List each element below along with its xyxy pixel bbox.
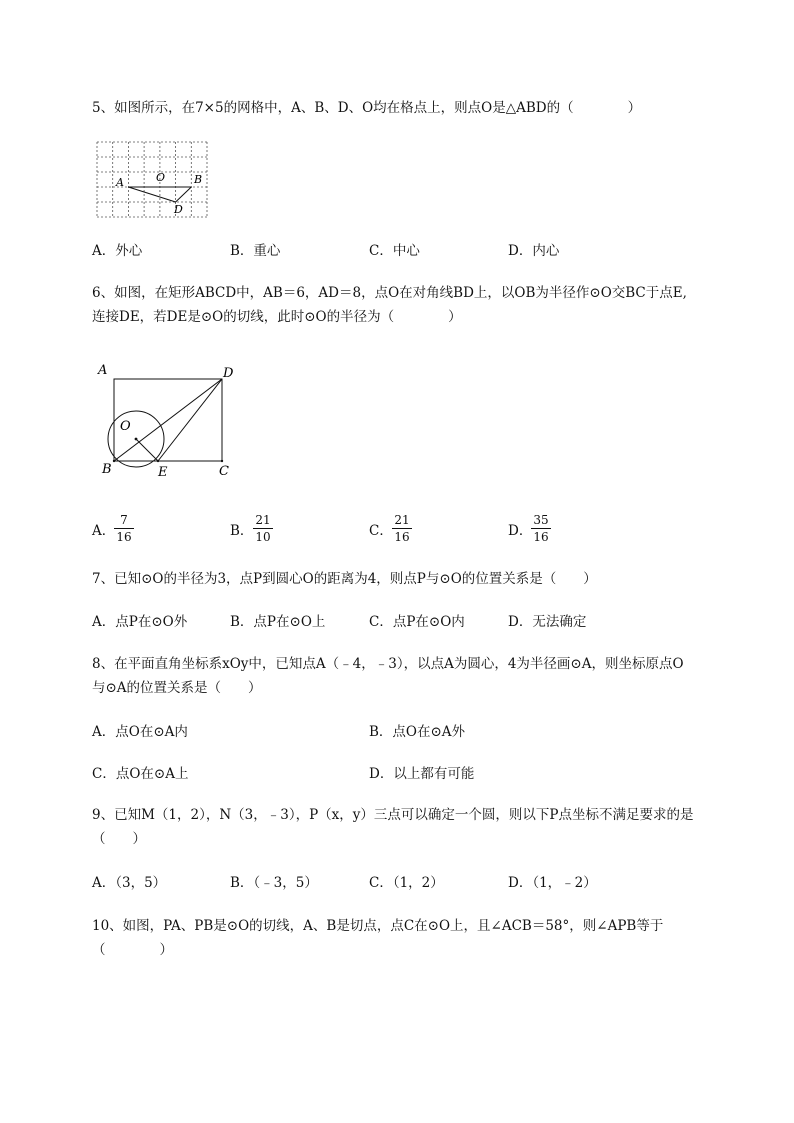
- segment-ad: [128, 187, 175, 202]
- label-d: D: [223, 366, 234, 381]
- q7-option-a[interactable]: A．点P在⊙O外: [92, 614, 188, 630]
- q6-option-a-fraction: [114, 513, 134, 544]
- question-10-text: [92, 914, 732, 962]
- q5-option-d[interactable]: D．内心: [508, 243, 560, 259]
- q7-options: [92, 612, 732, 632]
- q6-option-d-letter: D．: [508, 523, 533, 539]
- question-6-text: [92, 281, 732, 329]
- numerator: 7: [120, 513, 128, 527]
- center-point-o: [135, 438, 138, 441]
- q6-option-d-fraction: [531, 513, 551, 544]
- numerator: 21: [394, 513, 410, 527]
- question-7-text: 7、已知⊙O的半径为3，点P到圆心O的距离为4，则点P与⊙O的位置关系是（ ）: [92, 571, 597, 587]
- q9-option-a[interactable]: A．（3，5）: [92, 875, 167, 891]
- q6-option-c-fraction: [392, 513, 412, 544]
- q6-option-b-letter: B．: [230, 523, 254, 539]
- q9-option-c[interactable]: C．（1，2）: [369, 875, 444, 891]
- label-c: C: [219, 464, 229, 479]
- numerator: 35: [533, 513, 549, 527]
- q9-line2: （ ）: [92, 831, 146, 847]
- segment-bd: [176, 187, 192, 202]
- q5-grid-figure: [96, 141, 214, 221]
- denominator: 16: [533, 530, 549, 544]
- label-o: O: [120, 419, 131, 434]
- denominator: 16: [394, 530, 410, 544]
- q8-option-d[interactable]: D．以上都有可能: [369, 766, 475, 782]
- label-e: E: [158, 465, 168, 480]
- q7-option-d[interactable]: D．无法确定: [508, 614, 587, 630]
- q8-options-row1: [92, 722, 732, 742]
- q9-option-b[interactable]: B．（﹣3，5）: [230, 875, 318, 891]
- q9-option-d[interactable]: D．（1，﹣2）: [508, 875, 597, 891]
- label-a: A: [98, 363, 108, 378]
- label-b: B: [194, 173, 203, 186]
- q5-option-a[interactable]: A．外心: [92, 243, 143, 259]
- q8-options-row2: [92, 764, 732, 784]
- q8-option-a[interactable]: A．点O在⊙A内: [92, 724, 188, 740]
- q6-option-b-fraction: [253, 513, 273, 544]
- q8-line1: 8、在平面直角坐标系xOy中，已知点A（﹣4，﹣3），以点A为圆心，4为半径画⊙A，则坐标原点O: [92, 656, 684, 672]
- q6-line2: 连接DE，若DE是⊙O的切线，此时⊙O的半径为（ ）: [92, 309, 462, 325]
- numerator: 21: [255, 513, 271, 527]
- q6-line1: 6、如图，在矩形ABCD中，AB＝6，AD＝8，点O在对角线BD上，以OB为半径作⊙O交BC于点E,: [92, 285, 687, 301]
- q6-rectangle-figure: [96, 358, 246, 482]
- q5-options: [92, 241, 732, 261]
- question-5-text: 5、如图所示，在7×5的网格中，A、B、D、O均在格点上，则点O是△ABD的（ ）: [92, 100, 642, 116]
- q10-line2: （ ）: [92, 942, 173, 958]
- q10-line1: 10、如图，PA、PB是⊙O的切线，A、B是切点，点C在⊙O上，且∠ACB＝58°，则∠APB等于: [92, 918, 664, 934]
- q7-option-c[interactable]: C．点P在⊙O内: [369, 614, 465, 630]
- q5-option-b[interactable]: B．重心: [230, 243, 281, 259]
- radius-oe: [136, 439, 158, 461]
- denominator: 10: [255, 530, 271, 544]
- label-b: B: [102, 462, 112, 477]
- q8-option-c[interactable]: C．点O在⊙A上: [92, 766, 189, 782]
- q6-option-a-letter: A．: [92, 523, 116, 539]
- question-8-text: [92, 652, 732, 700]
- denominator: 16: [116, 530, 132, 544]
- q9-options: [92, 873, 732, 893]
- q6-options: [92, 513, 732, 549]
- q9-line1: 9、已知M（1，2），N（3，﹣3），P（x，y）三点可以确定一个圆，则以下P点坐标不满足要求的是: [92, 807, 694, 823]
- q6-option-c-letter: C．: [369, 523, 393, 539]
- q8-line2: 与⊙A的位置关系是（ ）: [92, 680, 262, 696]
- q5-option-c[interactable]: C．中心: [369, 243, 420, 259]
- q7-option-b[interactable]: B．点P在⊙O上: [230, 614, 326, 630]
- label-d: D: [174, 203, 183, 216]
- label-o: O: [156, 171, 166, 184]
- q8-option-b[interactable]: B．点O在⊙A外: [369, 724, 466, 740]
- label-a: A: [116, 176, 124, 189]
- question-9-text: [92, 803, 732, 851]
